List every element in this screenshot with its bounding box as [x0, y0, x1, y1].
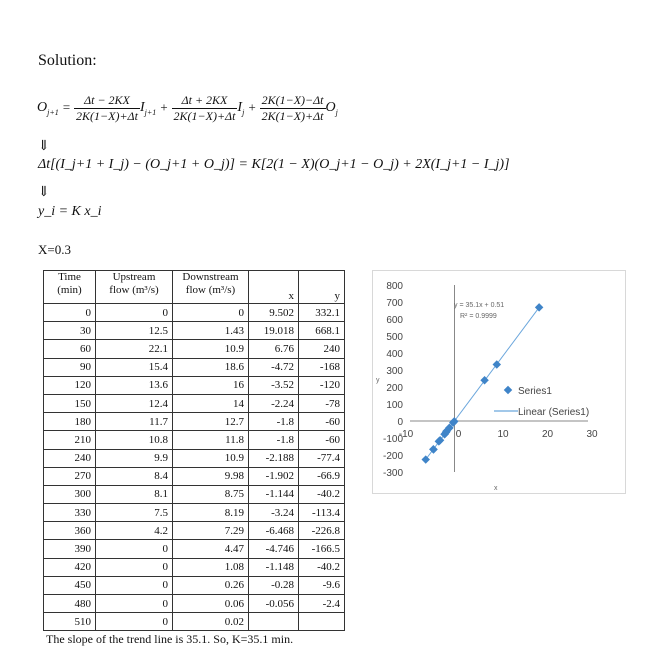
cell-upstream: 7.5 — [96, 504, 173, 522]
cell-downstream: 10.9 — [173, 340, 249, 358]
eq1-lhs: $O_{j+1}$ — [37, 100, 59, 118]
cell-time: 300 — [44, 485, 96, 503]
x-axis-label: x — [494, 485, 498, 492]
table-row — [44, 322, 345, 340]
eq1-outflow-current: $O_j$ — [325, 100, 338, 118]
cell-x: -1.8 — [249, 413, 299, 431]
y-tick-label: 0 — [397, 417, 403, 428]
header-upstream: Upstream flow (m³/s) — [96, 271, 173, 304]
table-row — [44, 340, 345, 358]
y-tick-label: 200 — [386, 383, 403, 394]
x-tick-label: 0 — [455, 429, 462, 440]
cell-downstream: 0 — [173, 304, 249, 322]
eq1-equals: = — [62, 99, 71, 115]
cell-x: -4.72 — [249, 358, 299, 376]
cell-downstream: 0.06 — [173, 595, 249, 613]
header-y: y — [299, 271, 345, 304]
cell-upstream: 10.8 — [96, 431, 173, 449]
cell-y — [299, 613, 345, 631]
cell-upstream: 9.9 — [96, 449, 173, 467]
cell-x: 9.502 — [249, 304, 299, 322]
cell-upstream: 8.4 — [96, 467, 173, 485]
cell-downstream: 8.75 — [173, 485, 249, 503]
cell-downstream: 16 — [173, 376, 249, 394]
cell-x: -2.24 — [249, 394, 299, 412]
solution-heading: Solution: — [38, 52, 97, 69]
cell-downstream: 4.47 — [173, 540, 249, 558]
cell-y: 240 — [299, 340, 345, 358]
cell-y: 332.1 — [299, 304, 345, 322]
cell-upstream: 13.6 — [96, 376, 173, 394]
trendline-r2: R² = 0.9999 — [460, 313, 497, 320]
cell-x: -2.188 — [249, 449, 299, 467]
eq1-inflow-current: $I_j$ — [237, 100, 245, 118]
cell-y: -9.6 — [299, 576, 345, 594]
y-tick-label: 500 — [386, 332, 403, 343]
table-row — [44, 558, 345, 576]
cell-x — [249, 613, 299, 631]
routing-data-table — [43, 270, 345, 631]
y-tick-label: -200 — [382, 451, 403, 462]
table-row — [44, 595, 345, 613]
cell-y: -77.4 — [299, 449, 345, 467]
y-tick-label: 400 — [386, 349, 403, 360]
table-row — [44, 576, 345, 594]
cell-downstream: 18.6 — [173, 358, 249, 376]
header-x: x — [249, 271, 299, 304]
y-tick-label: 800 — [386, 281, 403, 292]
cell-upstream: 0 — [96, 613, 173, 631]
cell-y: -40.2 — [299, 558, 345, 576]
cell-time: 390 — [44, 540, 96, 558]
cell-y: -113.4 — [299, 504, 345, 522]
cell-y: -226.8 — [299, 522, 345, 540]
eq1-coefficient-3: $\frac{2K(1-X)-\Delta t}{2K(1-X)+\Delta t}$ — [261, 93, 324, 123]
cell-y: -168 — [299, 358, 345, 376]
conclusion-text: The slope of the trend line is 35.1. So, K=35.1 min. — [46, 632, 294, 646]
cell-upstream: 12.4 — [96, 394, 173, 412]
cell-time: 420 — [44, 558, 96, 576]
cell-upstream: 0 — [96, 576, 173, 594]
cell-upstream: 11.7 — [96, 413, 173, 431]
cell-downstream: 12.7 — [173, 413, 249, 431]
table-row — [44, 376, 345, 394]
cell-upstream: 0 — [96, 558, 173, 576]
y-tick-label: 300 — [386, 366, 403, 377]
cell-time: 330 — [44, 504, 96, 522]
table-row — [44, 540, 345, 558]
y-tick-label: 100 — [386, 400, 403, 411]
table-row — [44, 358, 345, 376]
cell-time: 450 — [44, 576, 96, 594]
cell-upstream: 8.1 — [96, 485, 173, 503]
cell-time: 480 — [44, 595, 96, 613]
cell-downstream: 10.9 — [173, 449, 249, 467]
table-row — [44, 504, 345, 522]
x-tick-label: -10 — [398, 429, 414, 440]
cell-x: -1.902 — [249, 467, 299, 485]
header-time: Time (min) — [44, 271, 96, 304]
eq1-inflow-next: $I_{j+1}$ — [139, 100, 157, 118]
cell-x: 19.018 — [249, 322, 299, 340]
legend-series1: Series1 — [518, 386, 552, 397]
cell-upstream: 4.2 — [96, 522, 173, 540]
cell-time: 240 — [44, 449, 96, 467]
y-tick-label: -300 — [382, 468, 403, 479]
eq1-coefficient-1: $\frac{\Delta t - 2KX}{2K(1-X)+\Delta t}$ — [76, 93, 138, 123]
cell-x: -3.24 — [249, 504, 299, 522]
y-tick-label: -100 — [382, 434, 403, 445]
cell-time: 510 — [44, 613, 96, 631]
y-tick-label: 700 — [386, 298, 403, 309]
cell-time: 360 — [44, 522, 96, 540]
cell-y: -120 — [299, 376, 345, 394]
x-tick-label: 30 — [586, 429, 598, 440]
cell-x: -0.056 — [249, 595, 299, 613]
cell-downstream: 1.08 — [173, 558, 249, 576]
cell-x: -1.144 — [249, 485, 299, 503]
cell-x: 6.76 — [249, 340, 299, 358]
cell-downstream: 8.19 — [173, 504, 249, 522]
cell-upstream: 22.1 — [96, 340, 173, 358]
cell-x: -4.746 — [249, 540, 299, 558]
table-row — [44, 467, 345, 485]
cell-y: -78 — [299, 394, 345, 412]
cell-time: 120 — [44, 376, 96, 394]
x-tick-label: 10 — [497, 429, 509, 440]
cell-downstream: 11.8 — [173, 431, 249, 449]
cell-y: -60 — [299, 413, 345, 431]
x-parameter-value: X=0.3 — [38, 242, 71, 257]
cell-upstream: 12.5 — [96, 322, 173, 340]
table-row — [44, 394, 345, 412]
cell-downstream: 0.26 — [173, 576, 249, 594]
y-tick-label: 600 — [386, 315, 403, 326]
cell-x: -0.28 — [249, 576, 299, 594]
cell-time: 30 — [44, 322, 96, 340]
scatter-chart — [372, 270, 626, 494]
cell-y: -40.2 — [299, 485, 345, 503]
table-header-row — [44, 271, 345, 304]
y-axis-label: y — [376, 377, 380, 384]
cell-upstream: 15.4 — [96, 358, 173, 376]
cell-x: -3.52 — [249, 376, 299, 394]
cell-time: 180 — [44, 413, 96, 431]
eq1-coefficient-2: $\frac{\Delta t + 2KX}{2K(1-X)+\Delta t}$ — [173, 93, 236, 123]
table-row — [44, 522, 345, 540]
cell-time: 150 — [44, 394, 96, 412]
table-row — [44, 413, 345, 431]
cell-upstream: 0 — [96, 595, 173, 613]
table-row — [44, 485, 345, 503]
cell-y: -166.5 — [299, 540, 345, 558]
table-row — [44, 449, 345, 467]
implies-arrow-2: ⇓ — [38, 185, 50, 200]
cell-time: 90 — [44, 358, 96, 376]
cell-y: -66.9 — [299, 467, 345, 485]
cell-time: 210 — [44, 431, 96, 449]
cell-y: -60 — [299, 431, 345, 449]
cell-upstream: 0 — [96, 304, 173, 322]
storage-equation: Δt[(I_j+1 + I_j) − (O_j+1 + O_j)] = K[2(1 − X)(O_j+1 − O_j) + 2X(I_j+1 − I_j)] — [38, 157, 510, 172]
table-row — [44, 304, 345, 322]
linear-relation-equation: y_i = K x_i — [38, 204, 102, 219]
cell-time: 60 — [44, 340, 96, 358]
muskingum-routing-equation — [37, 93, 338, 124]
cell-downstream: 7.29 — [173, 522, 249, 540]
trendline-equation: y = 35.1x + 0.51 — [454, 302, 505, 309]
cell-downstream: 1.43 — [173, 322, 249, 340]
cell-downstream: 9.98 — [173, 467, 249, 485]
table-row — [44, 613, 345, 631]
cell-downstream: 14 — [173, 394, 249, 412]
cell-time: 270 — [44, 467, 96, 485]
cell-x: -1.148 — [249, 558, 299, 576]
legend-linear: Linear (Series1) — [518, 407, 590, 418]
cell-time: 0 — [44, 304, 96, 322]
cell-x: -6.468 — [249, 522, 299, 540]
cell-downstream: 0.02 — [173, 613, 249, 631]
cell-upstream: 0 — [96, 540, 173, 558]
cell-x: -1.8 — [249, 431, 299, 449]
cell-y: 668.1 — [299, 322, 345, 340]
table-row — [44, 431, 345, 449]
cell-y: -2.4 — [299, 595, 345, 613]
header-downstream: Downstream flow (m³/s) — [173, 271, 249, 304]
x-tick-label: 20 — [541, 429, 554, 440]
eq1-plus-1: + — [159, 99, 169, 115]
eq1-plus-2: + — [247, 99, 257, 115]
implies-arrow-1: ⇓ — [38, 139, 50, 154]
